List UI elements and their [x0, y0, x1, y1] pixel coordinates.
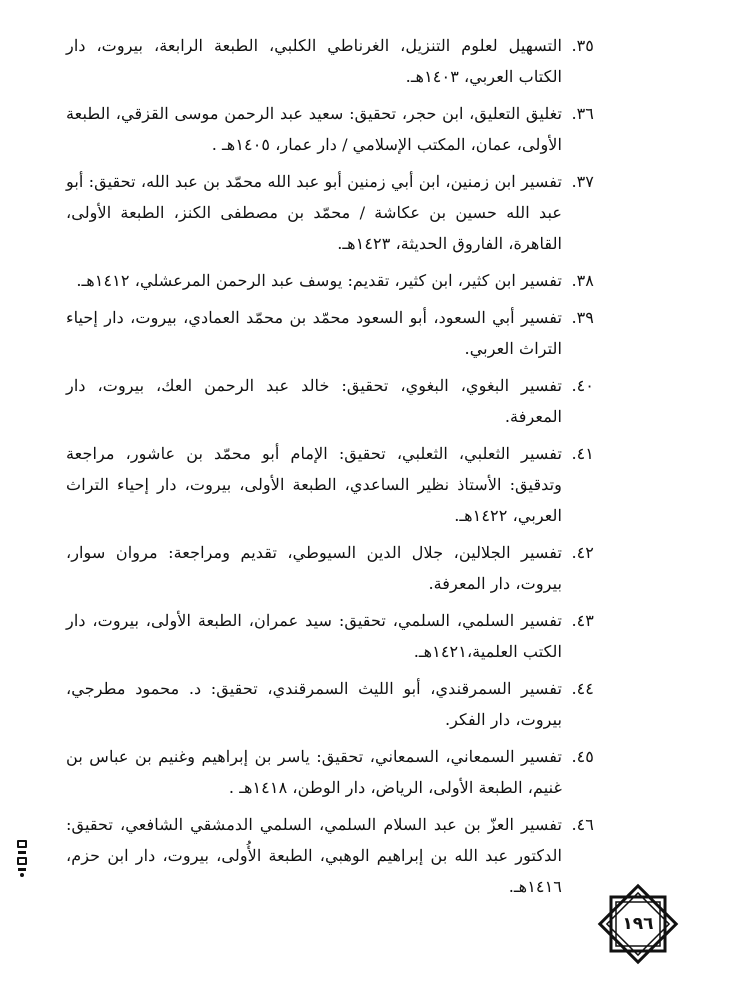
reference-item: [66, 605, 594, 667]
reference-item: [66, 98, 594, 160]
reference-number: ٣٩.: [571, 308, 594, 327]
reference-text: تفسير السلمي، السلمي، تحقيق: سيد عمران، الطبعة الأولى، بيروت، دار الكتب العلمية،١٤٢١هـ.: [66, 611, 562, 661]
reference-text: تفسير العزّ بن عبد السلام السلمي، السلمي الدمشقي الشافعي، تحقيق: الدكتور عبد الله بن إبراهيم الوهبي، الطبعة الأُولى، بيروت، دار ابن حزم، ١٤١٦هـ.: [66, 815, 562, 896]
page-number-badge: [594, 880, 682, 968]
reference-number: ٣٧.: [571, 172, 594, 191]
reference-text: تفسير ابن كثير، ابن كثير، تقديم: يوسف عبد الرحمن المرعشلي، ١٤١٢هـ.: [76, 271, 562, 290]
reference-text: تفسير السمعاني، السمعاني، تحقيق: ياسر بن إبراهيم وغنيم بن عباس بن غنيم، الطبعة الأولى، الرياض، دار الوطن، ١٤١٨هـ .: [66, 747, 562, 797]
reference-item: [66, 166, 594, 259]
reference-number: ٤٦.: [571, 815, 594, 834]
reference-text: تفسير أبي السعود، أبو السعود محمّد بن محمّد العمادي، بيروت، دار إحياء التراث العربي.: [66, 308, 562, 358]
reference-item: [66, 741, 594, 803]
reference-item: [66, 809, 594, 902]
reference-number: ٤١.: [571, 444, 594, 463]
reference-item: [66, 537, 594, 599]
side-ornament-icon: [14, 838, 30, 878]
reference-item: [66, 673, 594, 735]
reference-number: ٤٤.: [571, 679, 594, 698]
reference-text: تفسير البغوي، البغوي، تحقيق: خالد عبد الرحمن العك، بيروت، دار المعرفة.: [66, 376, 562, 426]
reference-text: التسهيل لعلوم التنزيل، الغرناطي الكلبي، الطبعة الرابعة، بيروت، دار الكتاب العربي، ١٤٠٣هـ.: [66, 36, 562, 86]
reference-text: تفسير ابن زمنين، ابن أبي زمنين أبو عبد الله محمّد بن عبد الله، تحقيق: أبو عبد الله حسين بن عكاشة / محمّد بن مصطفى الكنز، الطبعة الأولى، القاهرة، الفاروق الحديثة، ١٤٢٣هـ.: [66, 172, 562, 253]
reference-text: تفسير الجلالين، جلال الدين السيوطي، تقديم ومراجعة: مروان سوار، بيروت، دار المعرفة.: [66, 543, 562, 593]
reference-text: تفسير السمرقندي، أبو الليث السمرقندي، تحقيق: د. محمود مطرجي، بيروت، دار الفكر.: [66, 679, 562, 729]
reference-number: ٤٥.: [571, 747, 594, 766]
reference-text: تغليق التعليق، ابن حجر، تحقيق: سعيد عبد الرحمن موسى القزقي، الطبعة الأولى، عمان، المكتب الإسلامي / دار عمار، ١٤٠٥هـ .: [66, 104, 562, 154]
reference-item: [66, 438, 594, 531]
reference-text: تفسير الثعلبي، الثعلبي، تحقيق: الإمام أبو محمّد بن عاشور، مراجعة وتدقيق: الأستاذ نظير الساعدي، الطبعة الأولى، بيروت، دار إحياء التراث العربي، ١٤٢٢هـ.: [66, 444, 562, 525]
reference-number: ٤٣.: [571, 611, 594, 630]
reference-number: ٤٠.: [571, 376, 594, 395]
reference-item: [66, 30, 594, 92]
page-number: ١٩٦: [622, 914, 654, 934]
reference-number: ٣٥.: [571, 36, 594, 55]
references-list: [66, 30, 594, 908]
reference-item: [66, 370, 594, 432]
reference-item: [66, 302, 594, 364]
reference-item: [66, 265, 594, 296]
reference-number: ٣٨.: [571, 271, 594, 290]
reference-number: ٣٦.: [571, 104, 594, 123]
reference-number: ٤٢.: [571, 543, 594, 562]
